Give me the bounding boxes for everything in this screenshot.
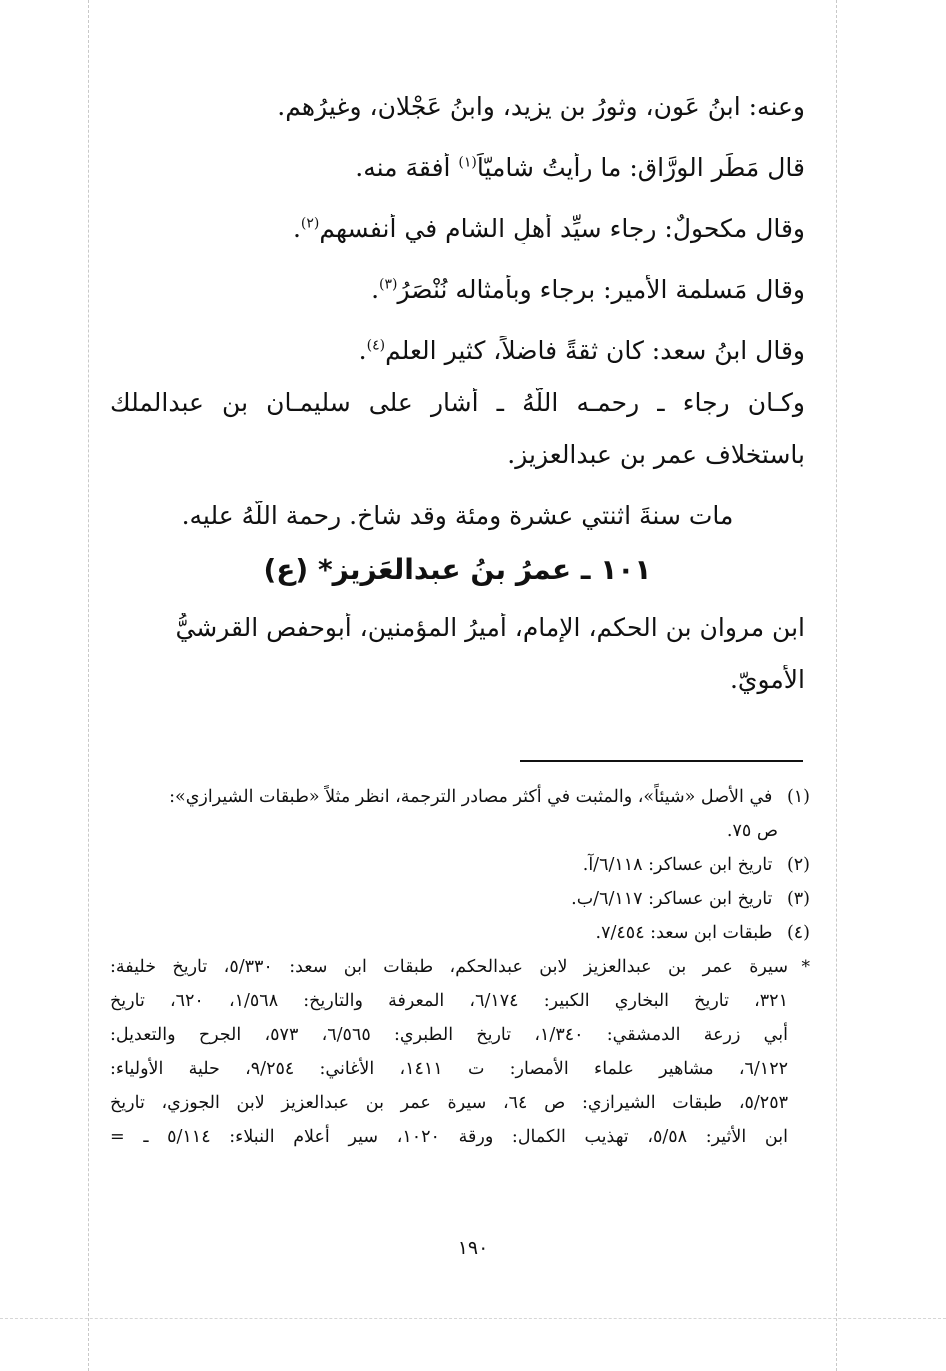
sources-line: سيرة عمر بن عبدالعزيز لابن عبدالحكم، طبقات ابن سعد: ٥/٣٣٠، تاريخ خليفة: <box>110 957 788 977</box>
scan-guide-line <box>836 0 837 1371</box>
scan-guide-line <box>88 0 89 1371</box>
footnote-number: (٣) <box>786 889 810 909</box>
text-line: باستخلاف عمر بن عبدالعزيز. <box>507 440 805 469</box>
footnote: (٣) تاريخ ابن عساكر: ٦/١١٧/ب. <box>110 882 810 916</box>
footnote-continuation: ص ٧٥. <box>726 821 778 841</box>
footnotes <box>110 780 810 1154</box>
footnote-ref: (٤) <box>366 337 386 354</box>
sources-line: ٦/١٢٢، مشاهير علماء الأمصار: ت ١٤١١، الأغاني: ٩/٢٥٤، حلية الأولياء: <box>110 1059 789 1079</box>
asterisk-marker: * <box>801 957 810 977</box>
footnote-ref: (٣) <box>379 276 398 293</box>
footnote: (٢) تاريخ ابن عساكر: ٦/١١٨/آ. <box>110 848 810 882</box>
text-line: وعنه: ابنُ عَون، وثورُ بن يزيد، وابنُ عَجْلان، وغيرُهم. <box>277 92 805 121</box>
footnote-separator <box>520 760 803 762</box>
text-line: وكـان رجاء ـ رحمـه اللَّهُ ـ أشار على سليمـان بن عبدالملك <box>110 388 805 417</box>
footnote-ref: (١) <box>458 154 477 171</box>
text-line: ابن مروان بن الحكم، الإمام، أميرُ المؤمنين، أبوحفص القرشيُّ <box>175 613 805 642</box>
sources-line: ابن الأثير: ٥/٥٨، تهذيب الكمال: ورقة ١٠٢٠، سير أعلام النبلاء: ٥/١١٤ ـ = <box>110 1127 788 1147</box>
scan-guide-line <box>0 1318 946 1319</box>
footnote-ref: (٢) <box>300 215 320 232</box>
sources-line: أبي زرعة الدمشقي: ١/٣٤٠، تاريخ الطبري: ٦/٥٦٥، ٥٧٣، الجرح والتعديل: <box>110 1025 788 1045</box>
footnote-number: (٢) <box>786 855 810 875</box>
footnote: (٤) طبقات ابن سعد: ٧/٤٥٤. <box>110 916 810 950</box>
entry-heading: ١٠١ ـ عمرُ بنُ عبدالعَزيز* (ع) <box>263 553 652 586</box>
text-line: مات سنةَ اثنتي عشرة ومئة وقد شاخ. رحمة اللَّهُ عليه. <box>181 501 734 530</box>
sources-line: ٥/٢٥٣، طبقات الشيرازي: ص ٦٤، سيرة عمر بن عبدالعزيز لابن الجوزي، تاريخ <box>110 1093 788 1113</box>
sources-note <box>110 950 810 984</box>
text-line: قال مَطَر الورَّاق: ما رأيتُ شاميّاً$^{(١)}$ أفقهَ منه. <box>355 153 805 182</box>
text-line: وقال ابنُ سعد: كان ثقةً فاضلاً، كثير العلم$^{(٤)}$. <box>358 336 805 365</box>
footnote-number: (٤) <box>786 923 810 943</box>
page-number: ١٩٠ <box>457 1237 489 1259</box>
text-line: وقال مَسلمة الأمير: برجاء وبأمثاله نُنْصَرُ$^{(٣)}$. <box>371 275 805 304</box>
text-line: وقال مكحولٌ: رجاء سيِّد أهلِ الشام في أنفسهم$^{(٢)}$. <box>292 214 805 243</box>
main-text <box>110 92 805 726</box>
footnote-number: (١) <box>786 787 810 807</box>
sources-line: ٣٢١، تاريخ البخاري الكبير: ٦/١٧٤، المعرفة والتاريخ: ١/٥٦٨، ٦٢٠، تاريخ <box>110 991 788 1011</box>
footnote: (١) في الأصل «شيئاً»، والمثبت في أكثر مصادر الترجمة، انظر مثلاً «طبقات الشيرازي»: <box>110 780 810 814</box>
text-line: الأمويّ. <box>729 665 805 694</box>
